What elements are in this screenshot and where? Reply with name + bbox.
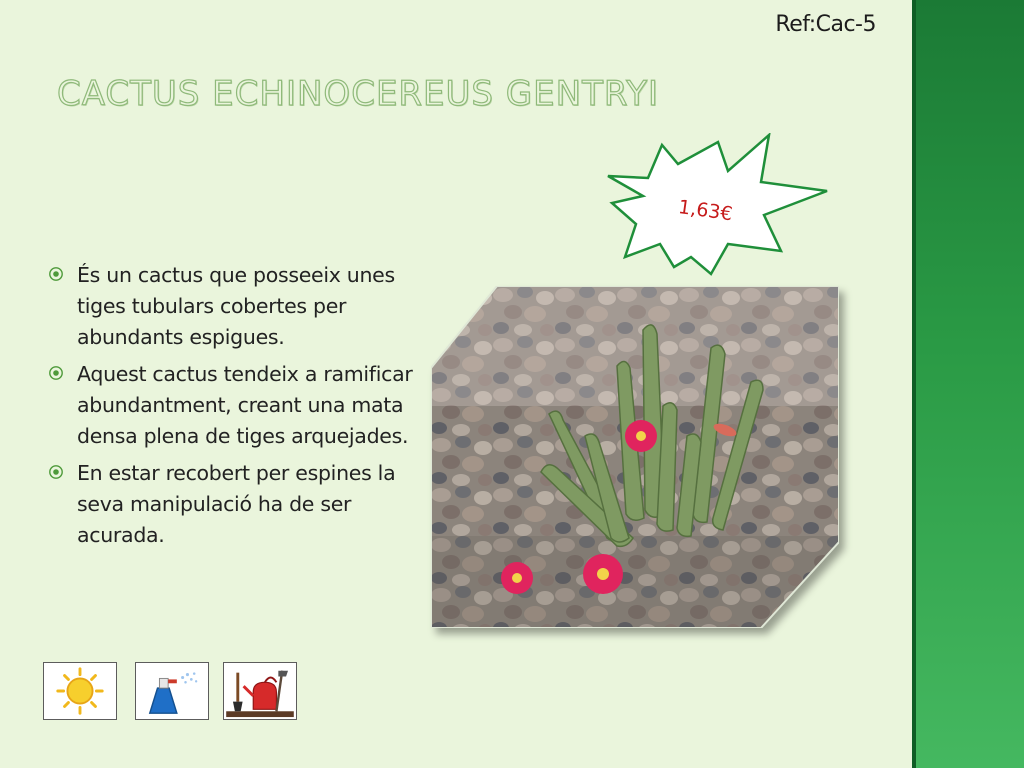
tools-care-icon [223,662,297,720]
description-list [48,260,428,557]
garden-tools-icon [224,663,296,719]
bullet-icon [48,266,64,282]
bullet-icon [48,365,64,381]
sun-icon [44,663,116,719]
reference-code: Ref:Cac-5 [775,12,876,37]
sun-care-icon [43,662,117,720]
description-item [48,359,428,452]
description-item [48,458,428,551]
description-text: És un cactus que posseeix unes tiges tubulars cobertes per abundants espigues. [77,263,395,349]
spray-care-icon [135,662,209,720]
description-text: En estar recobert per espines la seva manipulació ha de ser acurada. [77,461,396,547]
description-text: Aquest cactus tendeix a ramificar abundantment, creant una mata densa plena de tiges arquejades. [77,362,413,448]
cactus-photo [431,286,839,628]
green-side-band [912,0,1024,768]
description-item [48,260,428,353]
price-label: 1,63€ [676,196,734,226]
bullet-icon [48,464,64,480]
page-title: CACTUS ECHINOCEREUS GENTRYI [57,74,660,114]
spray-bottle-icon [136,663,208,719]
